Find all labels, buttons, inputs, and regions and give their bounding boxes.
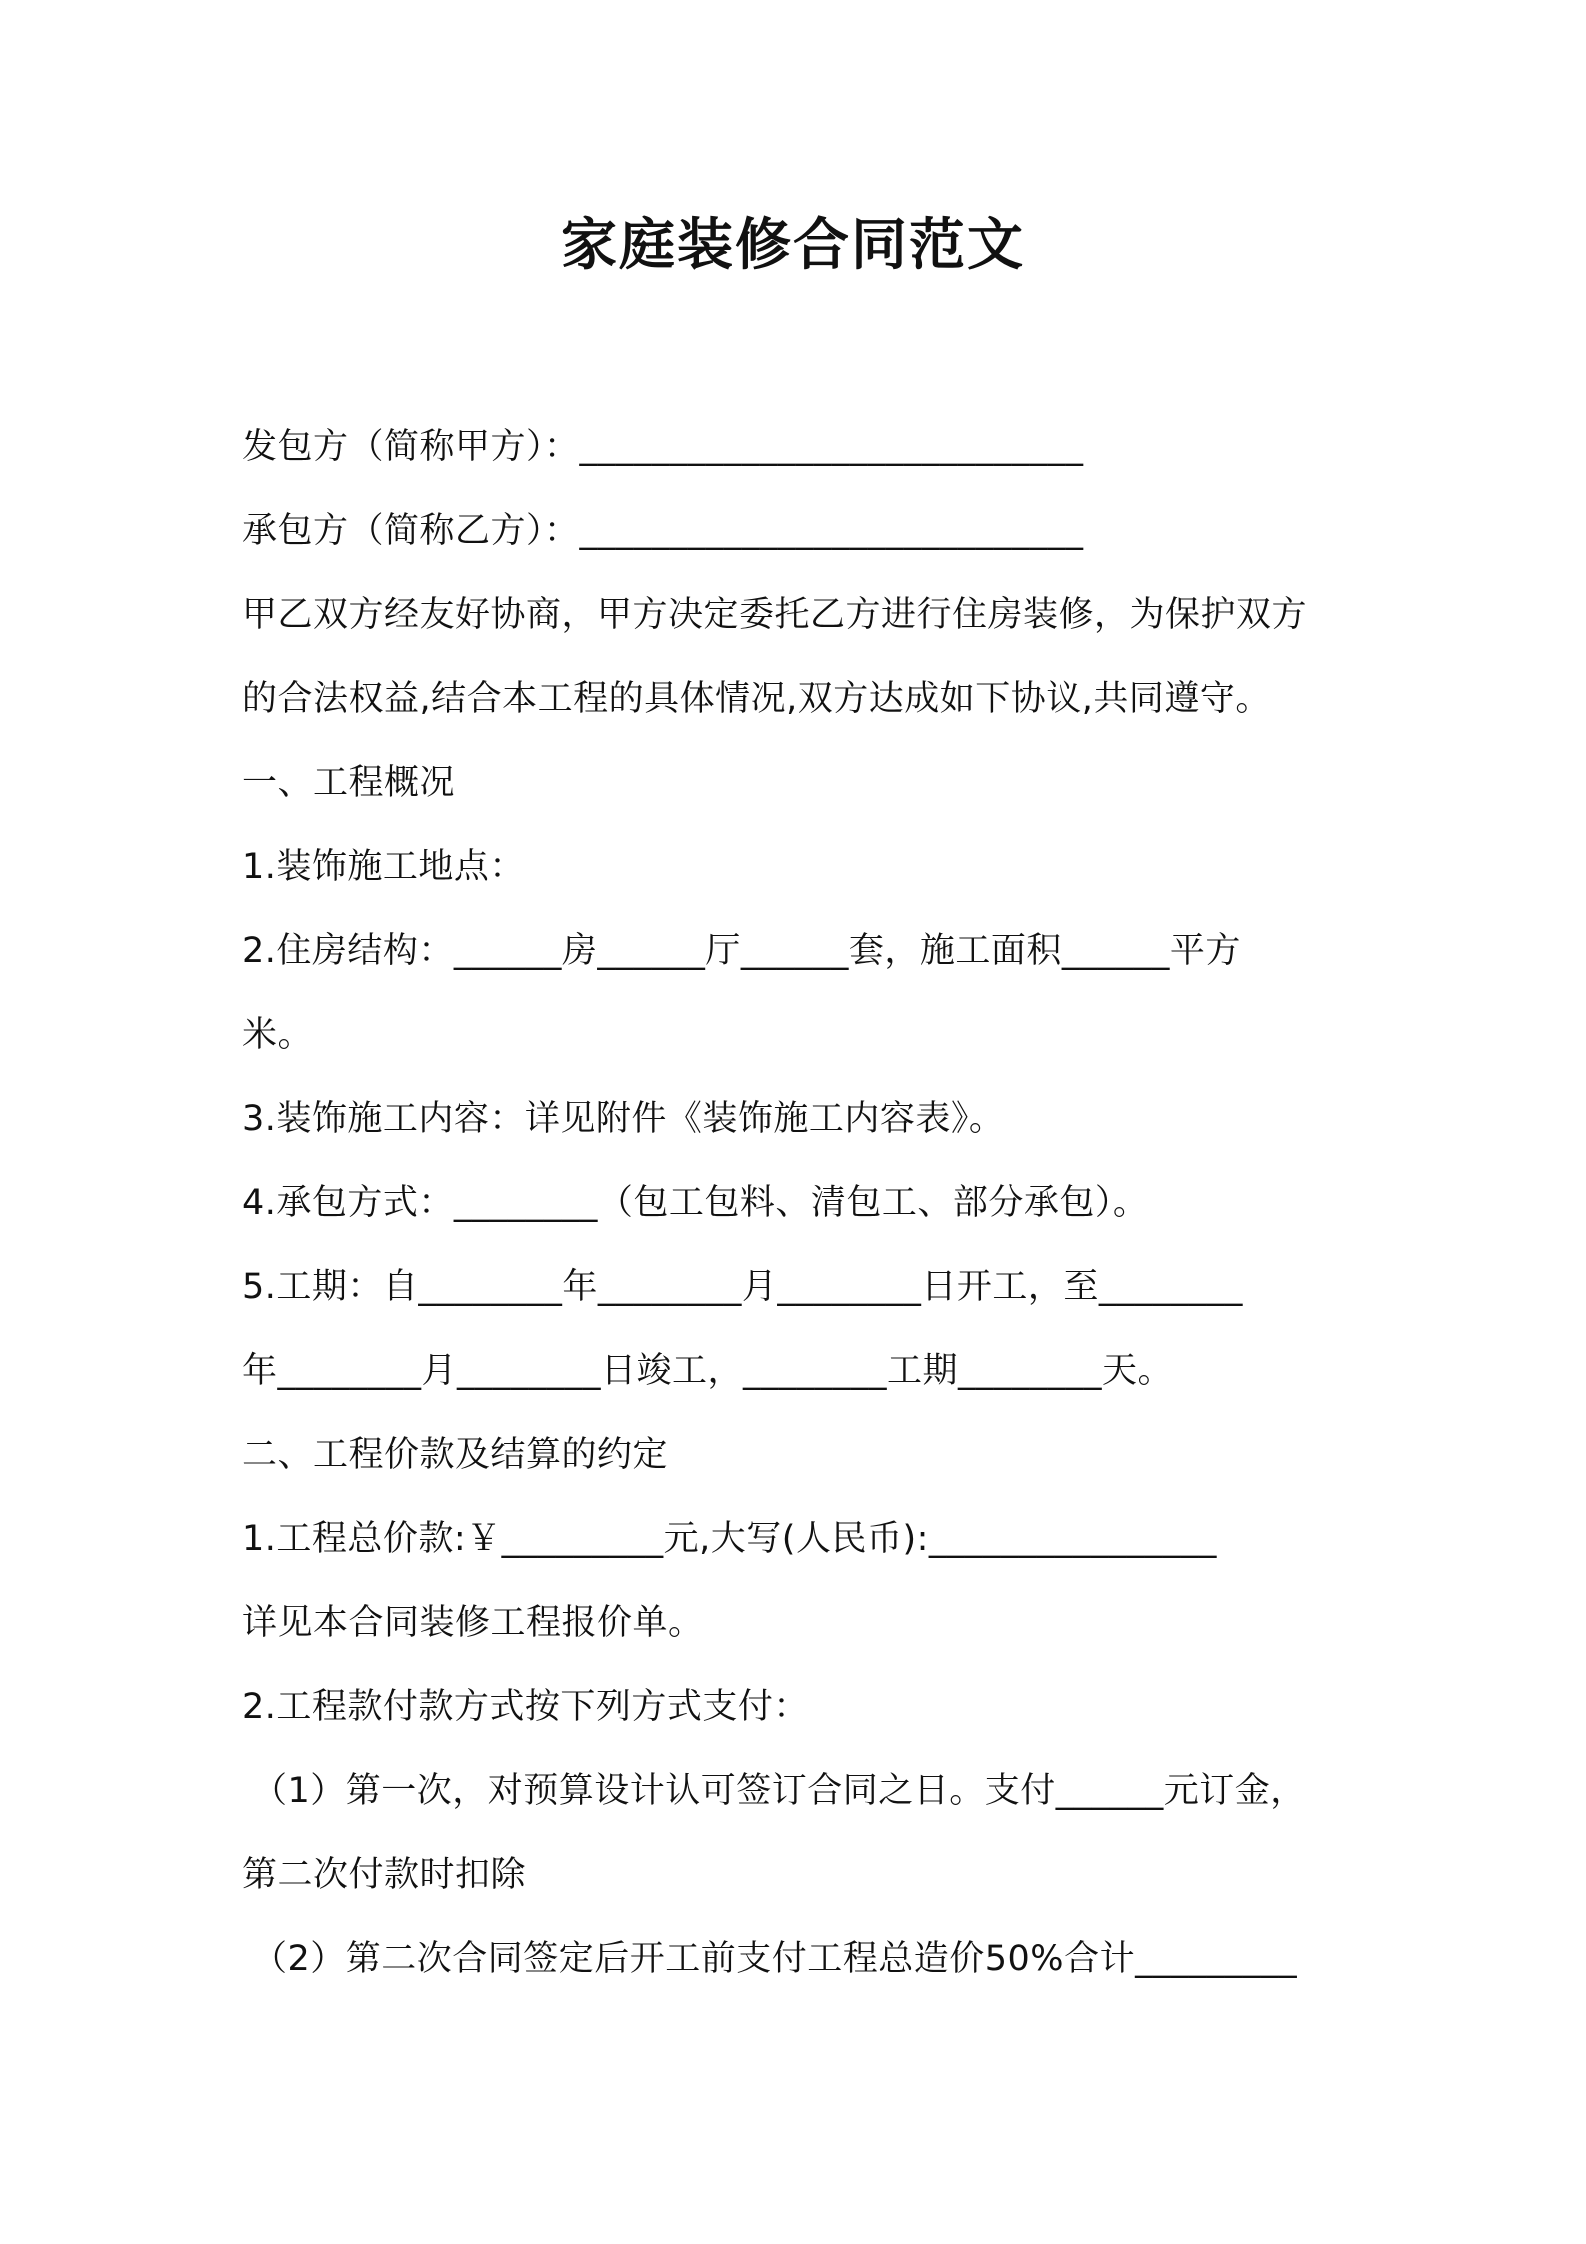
clause-line: 第二次付款时扣除 <box>242 1855 527 1895</box>
clause-line: 米。 <box>242 1015 314 1055</box>
clause-line: 3.装饰施工内容：详见附件《装饰施工内容表》。 <box>242 1099 1005 1139</box>
section-heading: 一、工程概况 <box>242 763 456 803</box>
clause-line: 年________月________日竣工，________工期________天。 <box>242 1351 1174 1391</box>
party-b-line: 承包方（简称乙方）：____________________________ <box>242 511 1084 551</box>
document-title: 家庭装修合同范文 <box>561 213 1025 278</box>
clause-line: 详见本合同装修工程报价单。 <box>242 1603 704 1643</box>
clause-line: （2）第二次合同签定后开工前支付工程总造价50%合计_________ <box>252 1939 1298 1979</box>
clause-line: 2.住房结构：______房______厅______套，施工面积______平方 <box>242 931 1241 971</box>
section-heading: 二、工程价款及结算的约定 <box>242 1435 669 1475</box>
clause-line: 1.装饰施工地点： <box>242 847 525 887</box>
clause-line: 5.工期：自________年________月________日开工，至________ <box>242 1267 1243 1307</box>
party-a-line: 发包方（简称甲方）：____________________________ <box>242 427 1084 467</box>
clause-line: （1）第一次，对预算设计认可签订合同之日。支付______元订金， <box>252 1771 1306 1811</box>
clause-line: 4.承包方式：________（包工包料、清包工、部分承包）。 <box>242 1183 1149 1223</box>
intro-paragraph-line: 甲乙双方经友好协商，甲方决定委托乙方进行住房装修，为保护双方 <box>242 595 1308 635</box>
document-body <box>242 405 1362 2001</box>
intro-paragraph-line: 的合法权益,结合本工程的具体情况,双方达成如下协议,共同遵守。 <box>242 679 1271 719</box>
clause-line: 2.工程款付款方式按下列方式支付： <box>242 1687 809 1727</box>
clause-line: 1.工程总价款:￥_________元,大写(人民币):________________ <box>242 1519 1217 1559</box>
